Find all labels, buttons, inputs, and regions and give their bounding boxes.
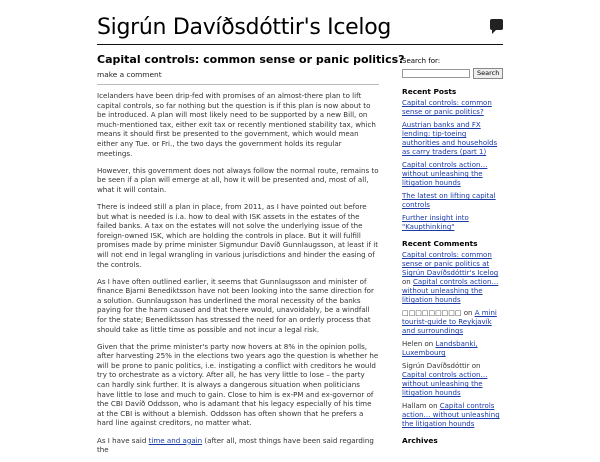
comment-on-text: on — [461, 309, 475, 317]
comment-author-link[interactable]: Capital controls: common sense or panic politics at Sigrún Davíðsdóttir's Icelog — [402, 251, 499, 277]
make-comment-link[interactable]: make a comment — [97, 70, 162, 79]
list-item — [402, 192, 502, 210]
search-form — [402, 68, 502, 79]
list-item — [402, 402, 502, 429]
recent-post-link[interactable]: Further insight into "Kaupthinking" — [402, 214, 469, 231]
comment-on-text: on — [426, 402, 440, 410]
comment-on-text: on — [469, 362, 481, 370]
list-item — [402, 340, 502, 358]
comment-author: Hallam — [402, 402, 427, 410]
site-title[interactable]: Sigrún Davíðsdóttir's Icelog — [97, 15, 392, 40]
list-item — [402, 214, 502, 232]
header-divider — [97, 44, 503, 45]
recent-post-link[interactable]: Austrian banks and FX lending: tip-toeing authorities and households as carry traders (part 1) — [402, 121, 498, 156]
search-input[interactable] — [402, 69, 470, 78]
recent-comments-heading: Recent Comments — [402, 239, 478, 248]
time-and-again-link[interactable]: time and again — [148, 435, 203, 445]
comment-post-link[interactable]: A mini tourist-guide to Reykjavík and surroundings — [402, 309, 497, 335]
list-item — [402, 99, 502, 117]
recent-post-link[interactable]: The latest on lifting capital controls — [402, 192, 496, 209]
post-paragraph: However, this government does not always follow the normal route, remains to be seen if a plan will emerge at all, how it will be presented and, most of all, what it will contain. — [97, 165, 379, 194]
post-paragraph: There is indeed still a plan in place, from 2011, as I have pointed out before but what is needed is i.a. how to deal with ISK assets in the estates of the failed banks. A tax on the estates will not solve the underlying issue of the foreign-owned ISK, which are holding the controls in place. But it will fulfill promises made by prime minister Sigmundur Davíð Gunnlaugsson, at least if it will not end in legal wrangling in various jurisdictions and hinder the easing of the controls. — [97, 201, 379, 269]
paragraph-text: As I have said — [97, 435, 149, 445]
speech-bubble-icon[interactable] — [490, 19, 503, 30]
comment-on-text: on — [422, 340, 436, 348]
search-button[interactable]: Search — [473, 68, 503, 79]
comment-author: Helen — [402, 340, 423, 348]
recent-post-link[interactable]: Capital controls action… without unleashing the litigation hounds — [402, 161, 488, 187]
paragraph-text: (after all, most things have been said regarding the — [97, 435, 374, 455]
list-item — [402, 251, 502, 305]
recent-comments-list — [402, 251, 502, 429]
list-item — [402, 309, 502, 336]
search-label: Search for: — [402, 57, 441, 65]
archives-heading: Archives — [402, 436, 438, 445]
recent-posts-heading: Recent Posts — [402, 87, 457, 96]
post-title[interactable]: Capital controls: common sense or panic politics? — [97, 53, 405, 66]
comment-author: □□□□□□□□□ — [402, 309, 462, 317]
comment-post-link[interactable]: Capital controls action… without unleashing the litigation hounds — [402, 371, 488, 397]
recent-posts-list — [402, 99, 502, 232]
main-content — [97, 53, 405, 462]
list-item — [402, 362, 502, 398]
post-paragraph: As I have often outlined earlier, it seems that Gunnlaugsson and minister of finance Bjarni Benediktsson have not been looking into the same direction for a solution. Gunnlaugsson has underlined the moral necessity of the banks paying for the harm caused and that there would, unavoidably, be a windfall for the state; Benediktsson has stressed the need for an orderly process that should take as little time as possible and not incur a legal risk. — [97, 276, 374, 334]
comment-post-link[interactable]: Landsbanki, Luxembourg — [402, 340, 478, 357]
post-paragraph: Given that the prime minister's party now hovers at 8% in the opinion polls, after harvesting 25% in the elections two years ago the question is whether he will be prone to panic politics, i.e. instigating a conflict with creditors he would try to orchestrate as a victory. After all, he has very little to lose – the party can hardly sink further. It is always a dangerous situation when politicians have little to lose and much to gain. Close to him is ex-PM and ex-governor of the CBI Davíð Oddsson, who is adamant that his legacy especially of his time at the CBI is without a blemish. Oddsson has often shown that he prefers a hard line against creditors, no matter what. — [97, 341, 379, 428]
recent-post-link[interactable]: Capital controls: common sense or panic politics? — [402, 99, 492, 116]
comment-post-link[interactable]: Capital controls action… without unleashing the litigation hounds — [402, 402, 500, 428]
post-paragraph: Icelanders have been drip-fed with promises of an almost-there plan to lift capital controls, so far nothing but the question is if this plan is now about to be introduced. A plan will most likely need to be supported by a new Bill, on much-mentioned tax, either exit tax or recently mentioned stability tax, which means it should first be presented to the government, which would mean either any Tue. or Fri., the two days the government holds its regular meetings. — [97, 91, 376, 158]
post-paragraph — [97, 436, 379, 455]
comment-on-text: on — [402, 278, 413, 286]
comment-author: Sigrún Davíðsdóttir — [402, 362, 470, 370]
list-item — [402, 161, 502, 188]
sidebar — [402, 57, 502, 448]
comment-post-link[interactable]: Capital controls action… without unleashing the litigation hounds — [402, 278, 499, 304]
post-divider — [97, 84, 379, 85]
list-item — [402, 121, 502, 157]
